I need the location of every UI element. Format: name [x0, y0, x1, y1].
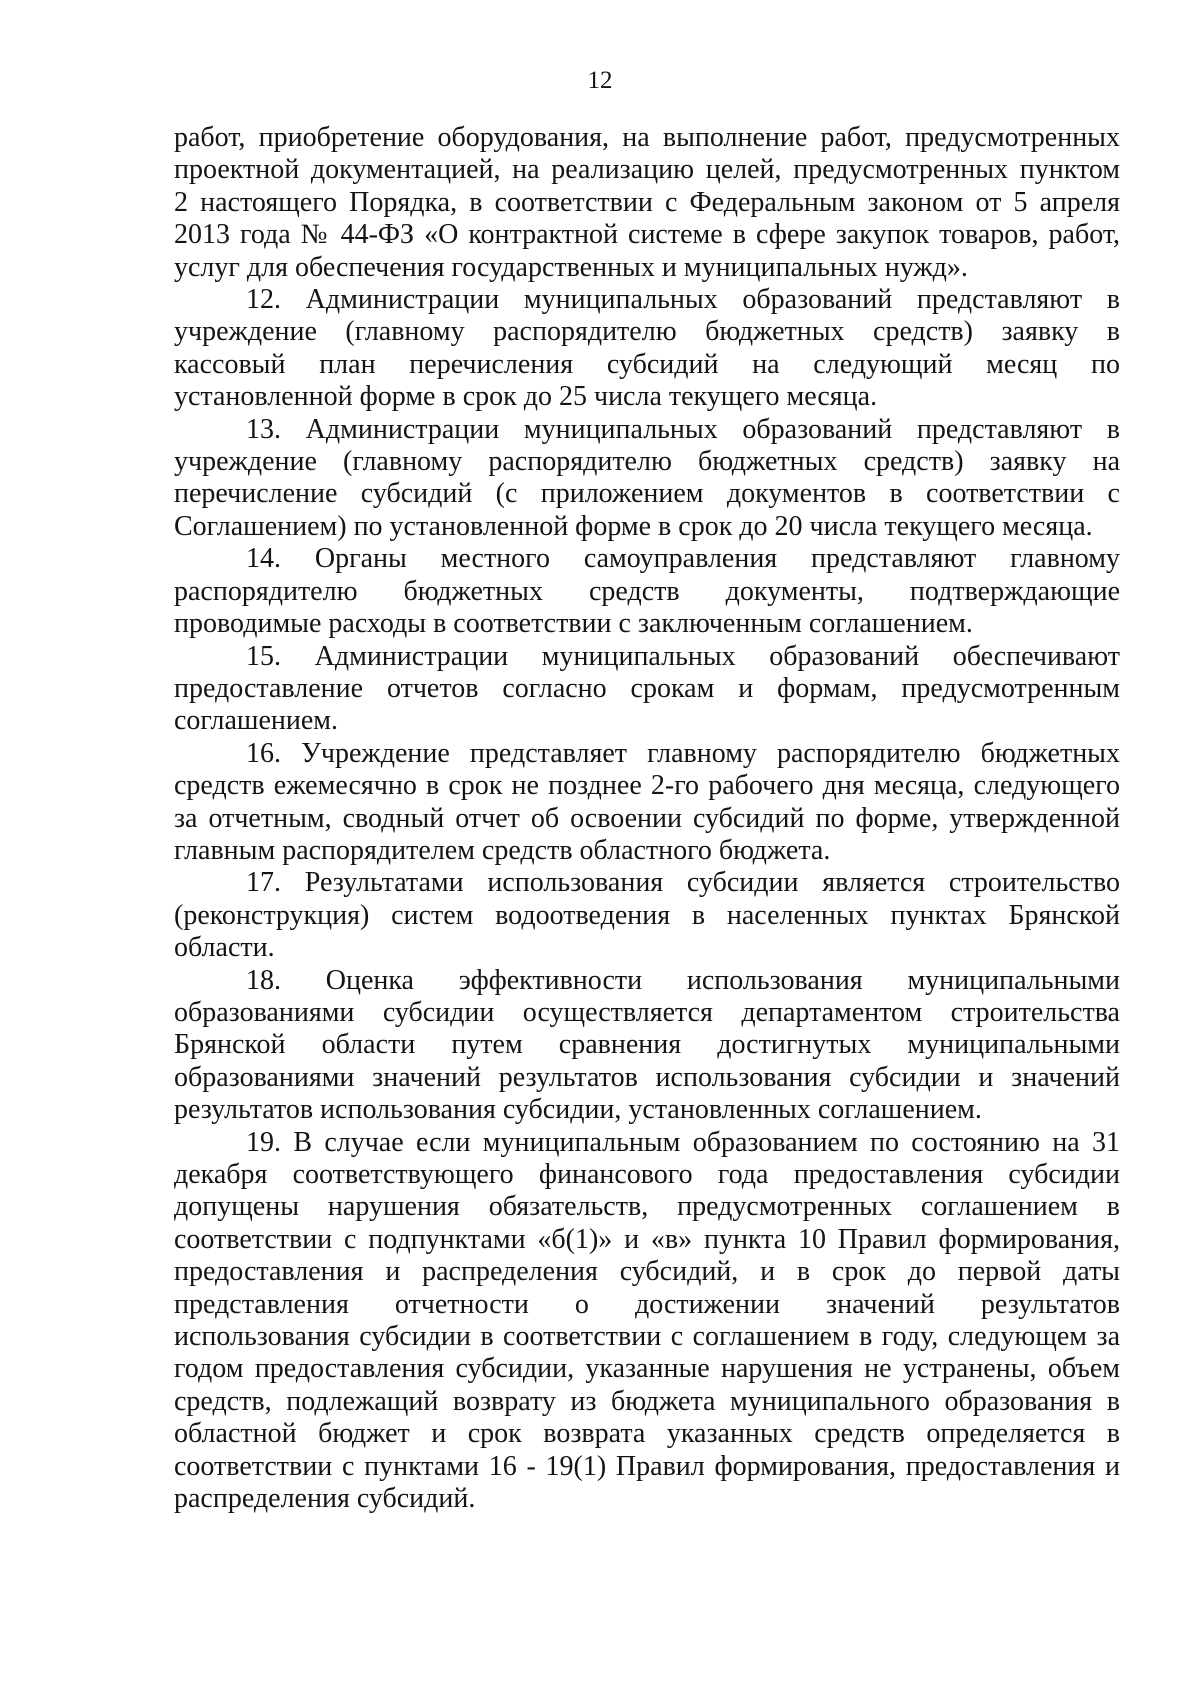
text-line: предоставление отчетов согласно срокам и формам, предусмотренным	[174, 672, 1120, 704]
paragraph-p-18	[174, 965, 1120, 1127]
text-line: кассовый план перечисления субсидий на следующий месяц по	[174, 348, 1120, 380]
text-line: средств, подлежащий возврату из бюджета муниципального образования в	[174, 1385, 1120, 1417]
text-line: учреждение (главному распорядителю бюджетных средств) заявку на	[174, 446, 1120, 478]
paragraph-p-17	[174, 867, 1120, 964]
text-line: 15. Администрации муниципальных образований обеспечивают	[246, 640, 1120, 672]
text-line: перечисление субсидий (с приложением документов в соответствии с	[174, 478, 1120, 510]
text-line: 2 настоящего Порядка, в соответствии с Федеральным законом от 5 апреля	[174, 186, 1120, 218]
paragraph-p-19	[174, 1127, 1120, 1516]
text-line: результатов использования субсидии, установленных соглашением.	[174, 1094, 982, 1126]
paragraph-p-12	[174, 284, 1120, 414]
text-line: 12. Администрации муниципальных образований представляют в	[246, 284, 1120, 316]
paragraph-p-16	[174, 738, 1120, 868]
text-line: 2013 года № 44-ФЗ «О контрактной системе в сфере закупок товаров, работ,	[174, 219, 1120, 251]
text-line: соответствии с пунктами 16 - 19(1) Правил формирования, предоставления и	[174, 1450, 1120, 1482]
text-line: проектной документацией, на реализацию целей, предусмотренных пунктом	[174, 154, 1120, 186]
text-line: установленной форме в срок до 25 числа текущего месяца.	[174, 381, 878, 413]
text-line: 13. Администрации муниципальных образований представляют в	[246, 413, 1120, 445]
text-line: использования субсидии в соответствии с соглашением в году, следующем за	[174, 1321, 1120, 1353]
text-line: распределения субсидий.	[174, 1483, 476, 1515]
text-line: 17. Результатами использования субсидии является строительство	[246, 867, 1120, 899]
text-line: проводимые расходы в соответствии с заключенным соглашением.	[174, 608, 973, 640]
text-line: представления отчетности о достижении значений результатов	[174, 1288, 1120, 1320]
text-line: Соглашением) по установленной форме в срок до 20 числа текущего месяца.	[174, 510, 1093, 542]
text-line: образованиями субсидии осуществляется департаментом строительства	[174, 996, 1120, 1028]
text-line: области.	[174, 932, 275, 964]
text-line: Брянской области путем сравнения достигнутых муниципальными	[174, 1029, 1120, 1061]
paragraph-p-cont	[174, 122, 1120, 284]
text-line: учреждение (главному распорядителю бюджетных средств) заявку в	[174, 316, 1120, 348]
text-line: 19. В случае если муниципальным образованием по состоянию на 31	[246, 1126, 1120, 1158]
page-number: 12	[587, 67, 613, 94]
text-line: предоставления и распределения субсидий, и в срок до первой даты	[174, 1256, 1120, 1288]
text-line: годом предоставления субсидии, указанные нарушения не устранены, объем	[174, 1353, 1120, 1385]
text-line: областной бюджет и срок возврата указанных средств определяется в	[174, 1418, 1120, 1450]
text-line: 14. Органы местного самоуправления представляют главному	[246, 543, 1120, 575]
text-line: 18. Оценка эффективности использования муниципальными	[246, 964, 1120, 996]
text-line: соответствии с подпунктами «б(1)» и «в» пункта 10 Правил формирования,	[174, 1223, 1120, 1255]
document-body	[174, 122, 1120, 1515]
text-line: допущены нарушения обязательств, предусмотренных соглашением в	[174, 1191, 1120, 1223]
text-line: декабря соответствующего финансового года предоставления субсидии	[174, 1159, 1120, 1190]
paragraph-p-14	[174, 543, 1120, 640]
text-line: средств ежемесячно в срок не позднее 2-го рабочего дня месяца, следующего	[174, 770, 1120, 802]
text-line: 16. Учреждение представляет главному распорядителю бюджетных	[246, 737, 1120, 769]
text-line: услуг для обеспечения государственных и муниципальных нужд».	[174, 251, 968, 283]
paragraph-p-13	[174, 414, 1120, 544]
text-line: главным распорядителем средств областного бюджета.	[174, 834, 831, 866]
text-line: (реконструкция) систем водоотведения в населенных пунктах Брянской	[174, 899, 1120, 931]
text-line: распорядителю бюджетных средств документы, подтверждающие	[174, 575, 1120, 607]
text-line: за отчетным, сводный отчет об освоении субсидий по форме, утвержденной	[174, 802, 1120, 834]
text-line: соглашением.	[174, 705, 338, 737]
text-line: работ, приобретение оборудования, на выполнение работ, предусмотренных	[174, 122, 1120, 153]
text-line: образованиями значений результатов использования субсидии и значений	[174, 1061, 1120, 1093]
paragraph-p-15	[174, 641, 1120, 738]
